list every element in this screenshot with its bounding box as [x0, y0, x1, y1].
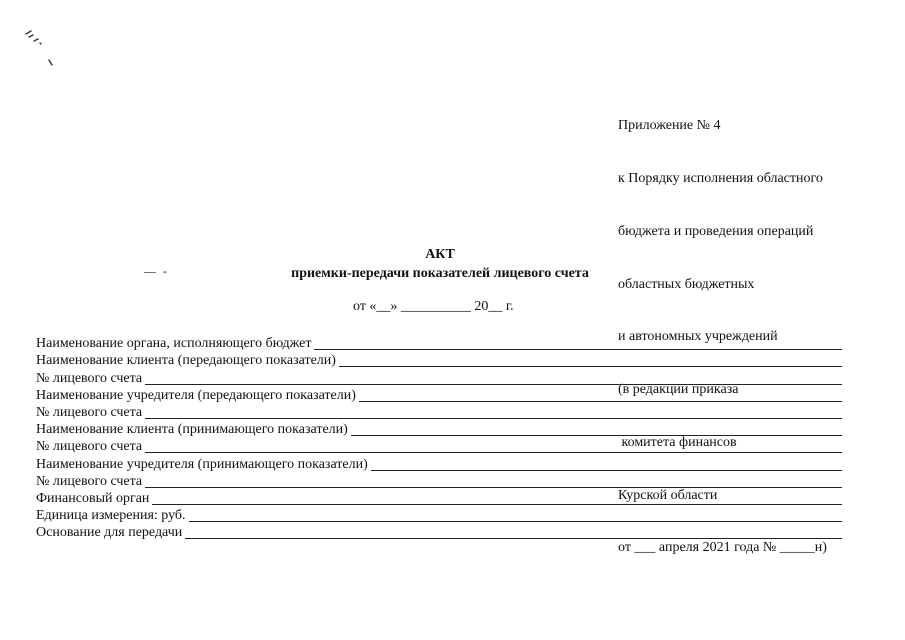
fill-line[interactable]	[314, 337, 842, 350]
fill-line[interactable]	[145, 475, 842, 488]
appendix-line: комитета финансов	[618, 434, 737, 450]
form-row	[36, 523, 842, 540]
fill-line[interactable]	[145, 372, 842, 385]
form-row	[36, 351, 842, 368]
field-label: Наименование учредителя (принимающего показатели)	[36, 456, 368, 472]
fill-line[interactable]	[145, 406, 842, 419]
form-row	[36, 386, 842, 403]
appendix-line: бюджета и проведения операций	[618, 223, 814, 239]
document-title: АКТ	[425, 247, 455, 262]
fill-line[interactable]	[371, 458, 842, 471]
appendix-line: Приложение № 4	[618, 118, 721, 134]
form-row	[36, 489, 842, 506]
stray-mark: — -	[144, 264, 169, 278]
form-row	[36, 506, 842, 523]
field-label: Наименование органа, исполняющего бюджет	[36, 336, 312, 352]
date-line: от «__» __________ 20__ г.	[353, 299, 514, 314]
field-label: Наименование клиента (принимающего показатели)	[36, 422, 348, 438]
fill-line[interactable]	[145, 440, 842, 453]
form-row	[36, 454, 842, 471]
field-label: № лицевого счета	[36, 473, 143, 489]
form-row	[36, 437, 842, 454]
document-subtitle: приемки-передачи показателей лицевого счета	[291, 266, 589, 281]
fill-line[interactable]	[359, 389, 842, 402]
field-label: Наименование клиента (передающего показатели)	[36, 353, 336, 369]
form-row	[36, 403, 842, 420]
appendix-line: (в редакции приказа	[618, 382, 739, 398]
field-label: № лицевого счета	[36, 370, 143, 386]
fill-line[interactable]	[189, 509, 842, 522]
field-label: Единица измерения: руб.	[36, 508, 186, 524]
appendix-line: Курской области	[618, 487, 718, 503]
form-row	[36, 368, 842, 385]
field-label: Финансовый орган	[36, 490, 150, 506]
field-label: Основание для передачи	[36, 525, 183, 541]
field-label: № лицевого счета	[36, 439, 143, 455]
form-fields	[36, 334, 842, 540]
fill-line[interactable]	[339, 354, 842, 367]
form-row	[36, 334, 842, 351]
fill-line[interactable]	[185, 526, 842, 539]
form-row	[36, 472, 842, 489]
appendix-line: от ___ апреля 2021 года № _____н)	[618, 540, 827, 556]
field-label: Наименование учредителя (передающего показатели)	[36, 387, 356, 403]
fill-line[interactable]	[152, 492, 842, 505]
form-row	[36, 420, 842, 437]
appendix-line: и автономных учреждений	[618, 329, 778, 345]
fill-line[interactable]	[351, 423, 842, 436]
appendix-line: к Порядку исполнения областного	[618, 170, 823, 186]
appendix-line: областных бюджетных	[618, 276, 755, 292]
scan-artifact-icon	[22, 28, 62, 68]
field-label: № лицевого счета	[36, 404, 143, 420]
